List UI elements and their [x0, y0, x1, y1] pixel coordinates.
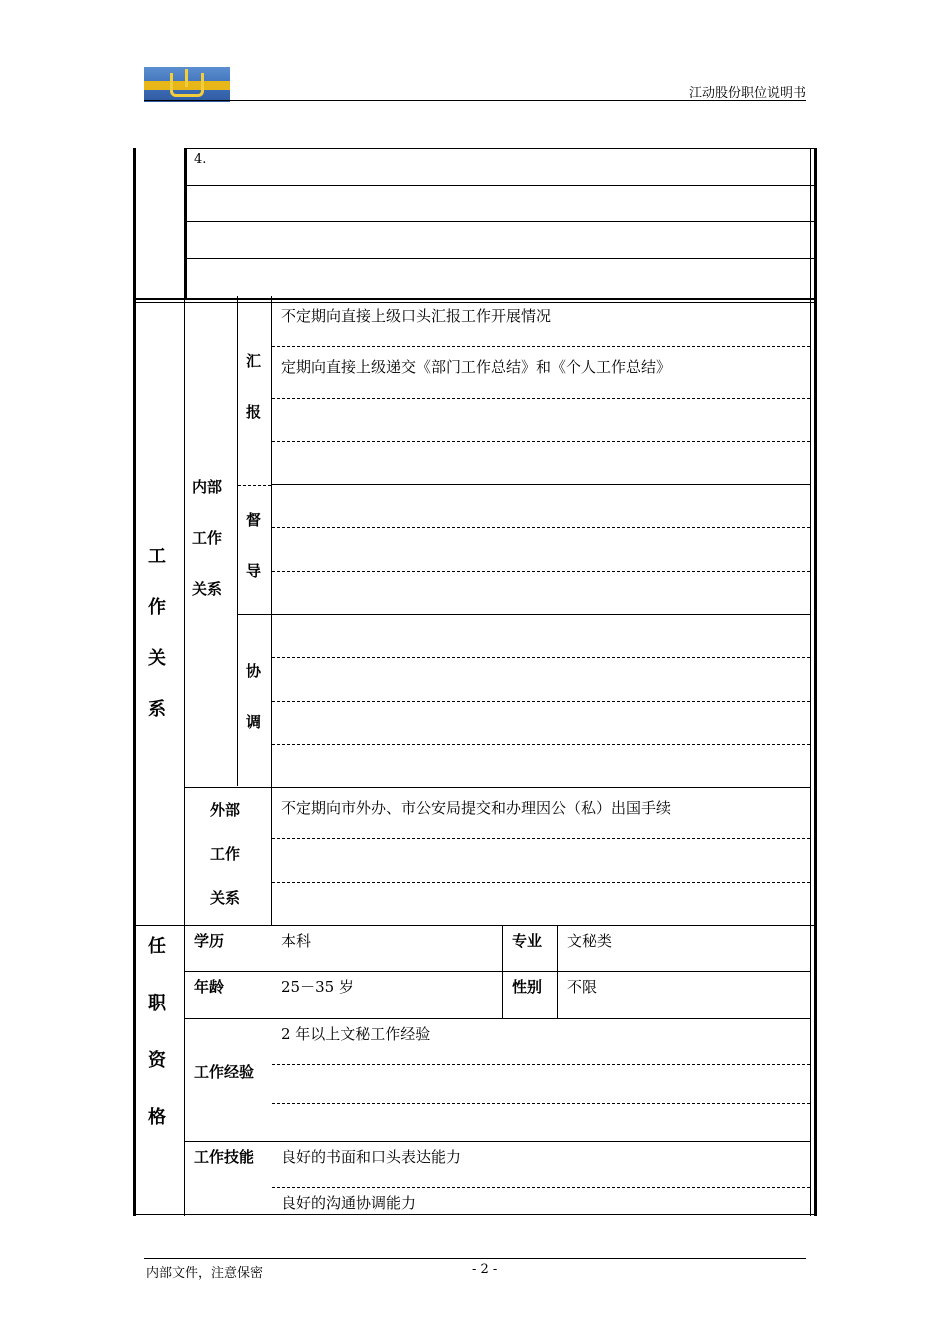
- experience-label: 工作经验: [194, 1063, 255, 1081]
- gender-label: 性别: [512, 978, 543, 996]
- confidential-note: 内部文件，注意保密: [146, 1266, 264, 1281]
- age-value: 25－35 岁: [281, 978, 354, 996]
- external-line-1: 不定期向市外办、市公安局提交和办理因公（私）出国手续: [281, 799, 672, 817]
- skills-line-1: 良好的书面和口头表达能力: [281, 1148, 462, 1166]
- supervise-label: 督 导: [246, 511, 262, 580]
- company-logo: [144, 67, 230, 102]
- footer-rule: [144, 1258, 806, 1259]
- page-number: - 2 -: [472, 1262, 498, 1277]
- qualifications-label: 任 职 资 格: [148, 936, 166, 1128]
- report-label: 汇 报: [246, 352, 262, 421]
- report-line-1: 不定期向直接上级口头汇报工作开展情况: [281, 307, 552, 325]
- skills-line-2: 良好的沟通协调能力: [281, 1194, 417, 1212]
- duty-item-number: 4.: [194, 152, 207, 167]
- work-relations-label: 工 作 关 系: [148, 546, 166, 720]
- gender-value: 不限: [567, 978, 598, 996]
- coordinate-label: 协 调: [246, 662, 262, 731]
- education-value: 本科: [281, 932, 312, 950]
- age-label: 年龄: [194, 978, 225, 996]
- experience-line-1: 2 年以上文秘工作经验: [281, 1025, 431, 1043]
- report-line-2: 定期向直接上级递交《部门工作总结》和《个人工作总结》: [281, 358, 672, 376]
- document-title: 江动股份职位说明书: [688, 86, 806, 101]
- internal-relations-label: 内部 工作 关系: [192, 478, 223, 598]
- external-relations-label: 外部 工作 关系: [210, 801, 241, 907]
- header-rule: [144, 100, 806, 101]
- major-label: 专业: [512, 932, 543, 950]
- skills-label: 工作技能: [194, 1148, 255, 1166]
- major-value: 文秘类: [567, 932, 613, 950]
- education-label: 学历: [194, 932, 225, 950]
